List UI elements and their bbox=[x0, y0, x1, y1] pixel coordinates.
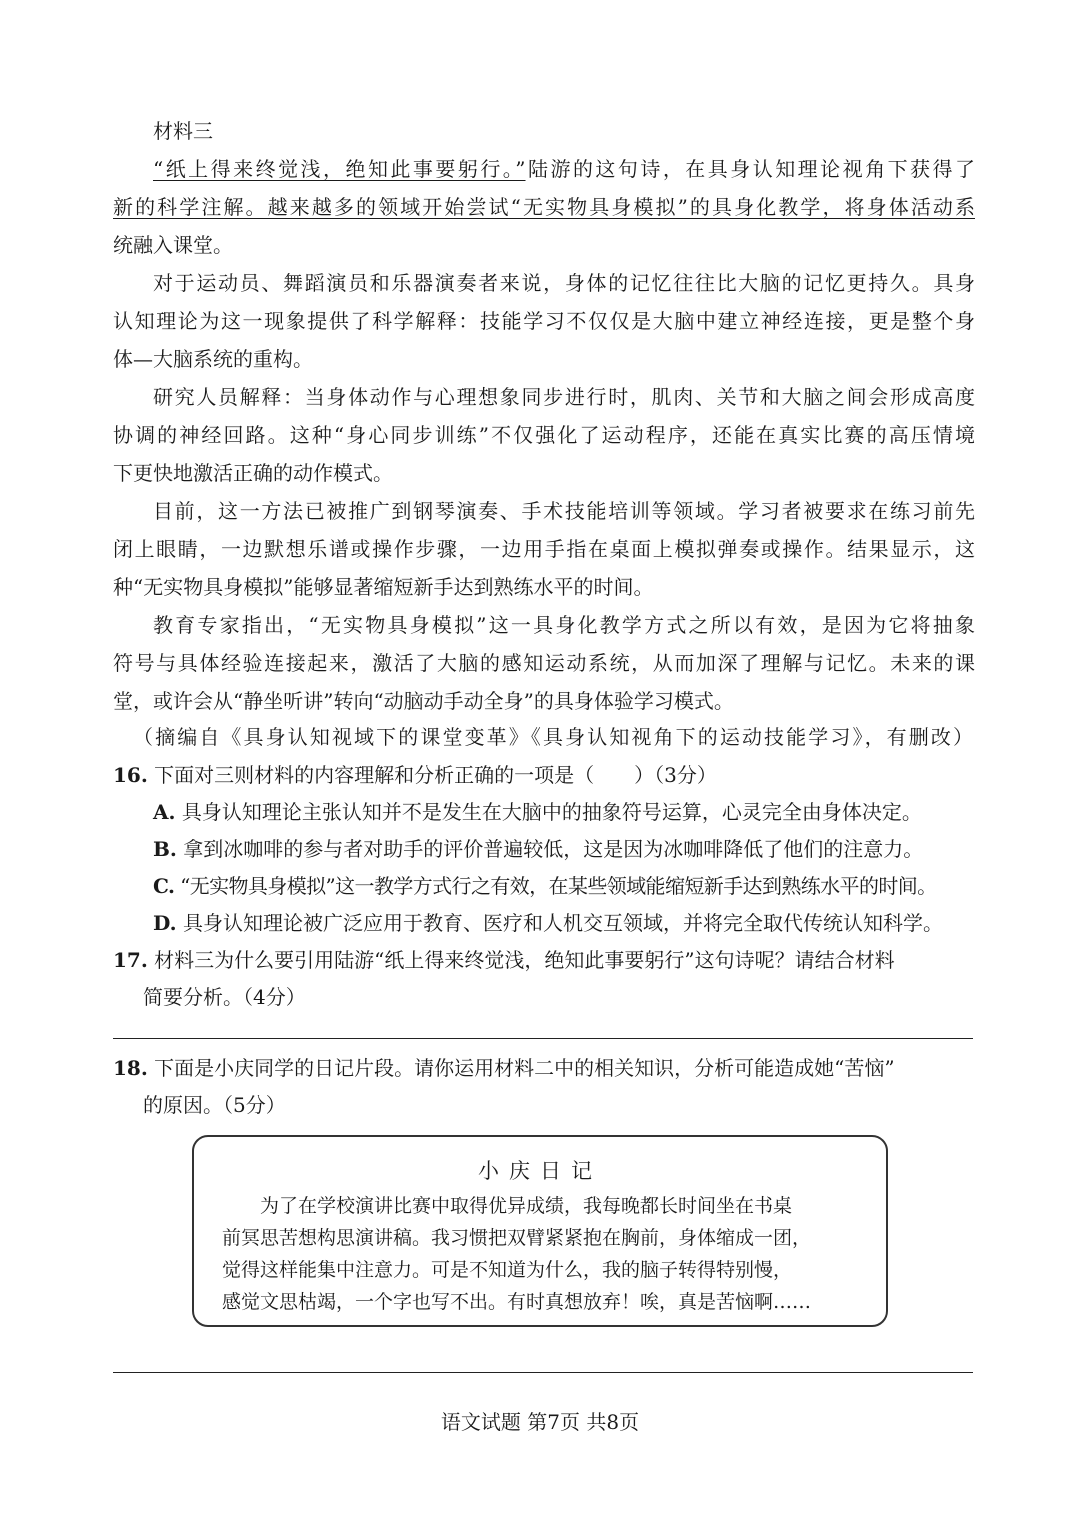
option-d bbox=[153, 910, 943, 936]
paragraph-line: 新的科学注解。越来越多的领域开始尝试“无实物具身模拟”的具身化教学，将身体活动系 bbox=[113, 195, 975, 219]
question-number: 16. bbox=[113, 763, 148, 787]
paragraph-line: 符号与具体经验连接起来，激活了大脑的感知运动系统，从而加深了理解与记忆。未来的课 bbox=[113, 651, 975, 675]
option-text: 具身认知理论主张认知并不是发生在大脑中的抽象符号运算，心灵完全由身体决定。 bbox=[181, 800, 922, 824]
paragraph-line: 体—大脑系统的重构。 bbox=[113, 347, 313, 371]
paragraph-text: 陆游的这句诗，在具身认知理论视角下获得了 bbox=[525, 157, 976, 181]
material-heading: 材料三 bbox=[153, 119, 213, 143]
paragraph-line: 闭上眼睛，一边默想乐谱或操作步骤，一边用手指在桌面上模拟弹奏或操作。结果显示，这 bbox=[113, 537, 975, 561]
option-text: “无实物具身模拟”这一教学方式行之有效，在某些领域能缩短新手达到熟练水平的时间。 bbox=[180, 874, 937, 898]
paragraph-line: 对于运动员、舞蹈演员和乐器演奏者来说，身体的记忆往往比大脑的记忆更持久。具身 bbox=[153, 271, 975, 295]
diary-title: 小庆日记 bbox=[478, 1159, 602, 1183]
paragraph-line: 统融入课堂。 bbox=[113, 233, 233, 257]
question-number: 18. bbox=[113, 1056, 148, 1080]
question-text: 材料三为什么要引用陆游“纸上得来终觉浅，绝知此事要躬行”这句诗呢？请结合材料 bbox=[154, 948, 895, 972]
question-number: 17. bbox=[113, 948, 148, 972]
source-citation: （摘编自《具身认知视域下的课堂变革》《具身认知视角下的运动技能学习》，有删改） bbox=[133, 725, 973, 749]
paragraph-line bbox=[113, 156, 975, 182]
poem-quote: “纸上得来终觉浅，绝知此事要躬行。” bbox=[153, 157, 526, 181]
paragraph-line: 协调的神经回路。这种“身心同步训练”不仅强化了运动程序，还能在真实比赛的高压情境 bbox=[113, 423, 975, 447]
option-text: 拿到冰咖啡的参与者对助手的评价普遍较低，这是因为冰咖啡降低了他们的注意力。 bbox=[183, 837, 924, 861]
question-18 bbox=[113, 1055, 895, 1081]
question-16 bbox=[113, 762, 717, 788]
paragraph-line: 堂，或许会从“静坐听讲”转向“动脑动手动全身”的具身体验学习模式。 bbox=[113, 689, 734, 713]
paragraph-line: 研究人员解释：当身体动作与心理想象同步进行时，肌肉、关节和大脑之间会形成高度 bbox=[153, 385, 975, 409]
option-a bbox=[153, 799, 922, 825]
option-letter: A. bbox=[153, 800, 176, 824]
question-17-line2: 简要分析。（4分） bbox=[143, 985, 306, 1009]
question-stem: 下面对三则材料的内容理解和分析正确的一项是（ ）（3分） bbox=[154, 763, 717, 787]
paragraph-line: 下更快地激活正确的动作模式。 bbox=[113, 461, 393, 485]
diary-line: 觉得这样能集中注意力。可是不知道为什么，我的脑子转得特别慢， bbox=[222, 1259, 793, 1281]
answer-line[interactable] bbox=[113, 1038, 973, 1039]
paragraph-line: 教育专家指出，“无实物具身模拟”这一具身化教学方式之所以有效，是因为它将抽象 bbox=[153, 613, 975, 637]
page-footer: 语文试题 第7页 共8页 bbox=[440, 1410, 640, 1434]
diary-box bbox=[192, 1135, 888, 1327]
paragraph-line: 认知理论为这一现象提供了科学解释：技能学习不仅仅是大脑中建立神经连接，更是整个身 bbox=[113, 309, 975, 333]
answer-line[interactable] bbox=[113, 1372, 973, 1373]
option-c bbox=[153, 873, 937, 899]
diary-line: 前冥思苦想构思演讲稿。我习惯把双臂紧紧抱在胸前，身体缩成一团， bbox=[222, 1227, 812, 1249]
question-text: 下面是小庆同学的日记片段。请你运用材料二中的相关知识，分析可能造成她“苦恼” bbox=[154, 1056, 895, 1080]
option-letter: D. bbox=[153, 911, 177, 935]
option-text: 具身认知理论被广泛应用于教育、医疗和人机交互领域，并将完全取代传统认知科学。 bbox=[182, 911, 943, 935]
option-b bbox=[153, 836, 923, 862]
diary-line: 为了在学校演讲比赛中取得优异成绩，我每晚都长时间坐在书桌 bbox=[260, 1195, 793, 1217]
diary-line: 感觉文思枯竭，一个字也写不出。有时真想放弃！唉，真是苦恼啊…… bbox=[222, 1291, 812, 1313]
paragraph-line: 目前，这一方法已被推广到钢琴演奏、手术技能培训等领域。学习者被要求在练习前先 bbox=[153, 499, 975, 523]
option-letter: B. bbox=[153, 837, 177, 861]
question-17 bbox=[113, 947, 895, 973]
paragraph-line: 种“无实物具身模拟”能够显著缩短新手达到熟练水平的时间。 bbox=[113, 575, 654, 599]
question-18-line2: 的原因。（5分） bbox=[143, 1093, 286, 1117]
option-letter: C. bbox=[153, 874, 175, 898]
